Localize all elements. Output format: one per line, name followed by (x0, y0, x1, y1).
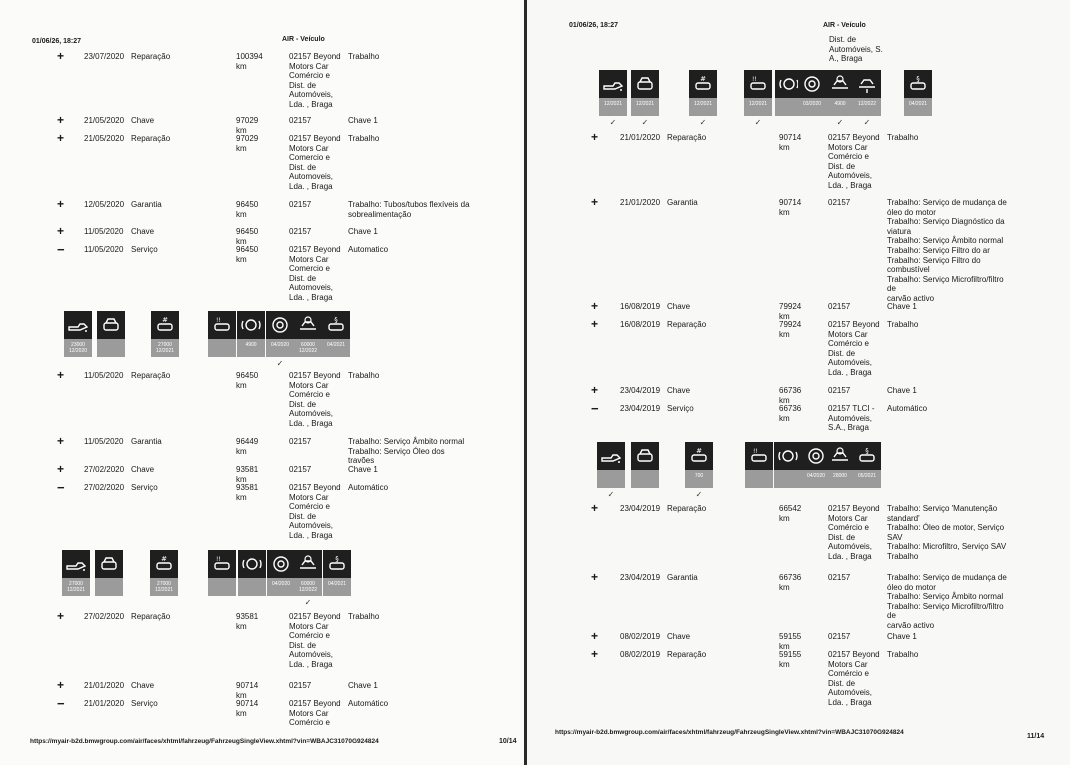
brake-fluid-icon (208, 550, 236, 578)
brake-pad-icon (238, 550, 266, 578)
service-due-label: 12/2021 (631, 98, 659, 116)
entry-type: Serviço (131, 699, 158, 708)
dealer: 02157 (289, 116, 312, 125)
service-tile (631, 442, 659, 488)
entry-type: Chave (667, 302, 691, 311)
entry-description: Automatico (348, 245, 389, 254)
dealer: 02157 (828, 632, 851, 641)
dealer: 02157 (289, 437, 312, 446)
service-due-label: 04/2020 (267, 578, 295, 596)
car-lift-icon (853, 70, 881, 98)
entry-description: Chave 1 (887, 302, 917, 311)
mileage: 93581 km (236, 483, 259, 502)
entry-description: Automático (348, 483, 389, 492)
service-due-label: 700 (685, 470, 713, 488)
svg-text:§: § (335, 555, 339, 563)
service-due-label: 27000 12/2021 (62, 578, 90, 596)
toggle-expand-icon[interactable]: + (591, 130, 599, 144)
svg-text:!!: !! (216, 556, 221, 563)
mileage: 79924 km (779, 320, 802, 339)
svg-text:§: § (916, 75, 920, 83)
entry-type: Reparação (131, 52, 171, 61)
toggle-expand-icon[interactable]: + (57, 434, 65, 448)
entry-type: Reparação (667, 504, 707, 513)
service-tile (774, 442, 802, 488)
service-due-label (745, 470, 773, 488)
entry-description: Trabalho: Serviço de mudança de óleo do motor Trabalho: Serviço Âmbito normal Trabalho: Serviço Microfiltro/filtro de carvão activo (887, 573, 1007, 630)
service-tile (62, 550, 90, 596)
dealer: 02157 (289, 465, 312, 474)
entry-date: 08/02/2019 (620, 632, 661, 641)
entry-type: Chave (131, 227, 155, 236)
svg-text:#: # (161, 555, 167, 563)
service-tile (744, 70, 772, 116)
service-due-label: 12/2021 (744, 98, 772, 116)
mileage: 90714 km (779, 133, 802, 152)
entry-date: 16/08/2019 (620, 320, 661, 329)
service-due-label: 04/2020 (802, 470, 830, 488)
header-date: 01/06/26, 18:27 (32, 38, 82, 45)
oil-can-icon (62, 550, 90, 578)
entry-date: 23/04/2019 (620, 573, 661, 582)
service-due-label: 04/2021 (323, 578, 351, 596)
toggle-expand-icon[interactable]: + (57, 678, 65, 692)
entry-date: 23/04/2019 (620, 404, 661, 413)
entry-description: Trabalho: Serviço de mudança de óleo do motor Trabalho: Serviço Diagnóstico da viatura Trabalho: Serviço Âmbito normal Trabalho: Serviço Filtro do ar Trabalho: Serviço Filtro do combustível Trabalho: Serviço Microfiltro/filtro de carvão activo (887, 198, 1007, 303)
header-title: AIR - Veículo (823, 22, 866, 29)
brake-fluid-icon (208, 311, 236, 339)
service-tile (266, 311, 294, 357)
mileage: 93581 km (236, 612, 259, 631)
service-due-label: 28000 (826, 470, 854, 488)
check-mark-icon: ✓ (609, 118, 617, 127)
svg-text:§: § (334, 316, 338, 324)
service-due-label: 03/2020 (798, 98, 826, 116)
dealer: 02157 Beyond Motors Car Comércio e Dist. de Automóveis, Lda. , Braga (828, 504, 880, 561)
mileage: 97029 km (236, 134, 259, 153)
entry-description: Trabalho: Serviço 'Manutenção standard' Trabalho: Óleo de motor, Serviço SAV Trabalho: Microfiltro, Serviço SAV Trabalho (887, 504, 1007, 561)
micro-filter-icon (294, 550, 322, 578)
entry-type: Serviço (667, 404, 694, 413)
toggle-expand-icon[interactable]: + (591, 647, 599, 661)
entry-date: 27/02/2020 (84, 483, 125, 492)
service-due-label: 12/2021 (689, 98, 717, 116)
service-due-label: 23000 12/2020 (64, 339, 92, 357)
service-tile (599, 70, 627, 116)
entry-type: Chave (667, 632, 691, 641)
service-tile (267, 550, 295, 596)
entry-date: 21/01/2020 (84, 699, 125, 708)
entry-type: Garantia (667, 198, 698, 207)
service-due-label: 60000 12/2022 (294, 339, 322, 357)
entry-type: Serviço (131, 483, 158, 492)
mileage: 90714 km (236, 681, 259, 700)
mileage: 96450 km (236, 200, 259, 219)
service-tile (151, 311, 179, 357)
entry-type: Chave (131, 116, 155, 125)
vehicle-check-icon (150, 550, 178, 578)
check-mark-icon: ✓ (641, 118, 649, 127)
check-mark-icon: ✓ (276, 359, 284, 368)
entry-description: Chave 1 (348, 465, 378, 474)
service-tile (97, 311, 125, 357)
car-front-icon (97, 311, 125, 339)
mileage: 100394 km (236, 52, 263, 71)
service-due-label: 04/2020 (266, 339, 294, 357)
dealer: 02157 (289, 227, 312, 236)
service-due-label: 05/2021 (853, 470, 881, 488)
service-due-label: 12/2021 (599, 98, 627, 116)
service-due-label: 27000 12/2021 (151, 339, 179, 357)
service-due-label: 04/2021 (322, 339, 350, 357)
service-tile (798, 70, 826, 116)
entry-date: 11/05/2020 (84, 371, 124, 380)
entry-date: 27/02/2020 (84, 612, 125, 621)
service-tile (238, 550, 266, 596)
service-tile (597, 442, 625, 488)
service-due-label (95, 578, 123, 596)
vehicle-check-icon (689, 70, 717, 98)
service-tile (745, 442, 773, 488)
entry-description: Chave 1 (348, 116, 378, 125)
check-mark-icon: ✓ (863, 118, 871, 127)
dealer-fragment: Dist. de Automóveis, S. A., Braga (829, 35, 883, 64)
entry-type: Reparação (667, 650, 707, 659)
service-due-label: 60000 12/2022 (294, 578, 322, 596)
entry-description: Trabalho: Tubos/tubos flexíveis da sobrealimentação (348, 200, 470, 219)
svg-text:§: § (865, 447, 869, 455)
svg-text:!!: !! (753, 448, 758, 455)
toggle-expand-icon[interactable]: + (57, 609, 65, 623)
oil-can-icon (599, 70, 627, 98)
check-mark-icon: ✓ (836, 118, 844, 127)
toggle-expand-icon[interactable]: + (591, 501, 599, 515)
entry-description: Trabalho (887, 133, 919, 142)
toggle-expand-icon[interactable]: + (57, 368, 65, 382)
svg-text:!!: !! (752, 76, 757, 83)
service-due-label: 04/2021 (904, 98, 932, 116)
mileage: 66542 km (779, 504, 802, 523)
service-due-label: 27000 12/2021 (150, 578, 178, 596)
toggle-expand-icon[interactable]: + (57, 113, 65, 127)
service-due-label (774, 470, 802, 488)
check-mark-icon: ✓ (699, 118, 707, 127)
service-tile (826, 442, 854, 488)
vehicle-check-icon (151, 311, 179, 339)
brake-pad-icon (774, 442, 802, 470)
micro-filter-icon (826, 442, 854, 470)
dealer: 02157 TLCI - Automóveis, S.A., Braga (828, 404, 875, 433)
toggle-expand-icon[interactable]: + (57, 462, 65, 476)
service-tile (294, 550, 322, 596)
mileage: 66736 km (779, 404, 802, 423)
svg-text:#: # (162, 316, 168, 324)
inspection-icon (322, 311, 350, 339)
dealer: 02157 (289, 681, 312, 690)
entry-description: Chave 1 (348, 681, 378, 690)
mileage: 96450 km (236, 245, 259, 264)
entry-type: Reparação (131, 134, 171, 143)
service-due-label (208, 339, 236, 357)
mileage: 96449 km (236, 437, 259, 456)
service-due-label: 12/2022 (853, 98, 881, 116)
brake-fluid-icon (744, 70, 772, 98)
micro-filter-icon (826, 70, 854, 98)
document-page-11 (527, 0, 1070, 765)
footer-url: https://myair-b2d.bmwgroup.com/air/faces/xhtml/fahrzeug/FahrzeugSingleView.xhtml?vin=WBAJC31070G924824 (555, 729, 904, 736)
check-mark-icon: ✓ (695, 490, 703, 499)
toggle-expand-icon[interactable]: + (591, 299, 599, 313)
toggle-expand-icon[interactable]: + (57, 49, 65, 63)
footer-url: https://myair-b2d.bmwgroup.com/air/faces/xhtml/fahrzeug/FahrzeugSingleView.xhtml?vin=WBAJC31070G924824 (30, 738, 379, 745)
service-tile (150, 550, 178, 596)
service-tile (208, 550, 236, 596)
dealer: 02157 (828, 302, 851, 311)
entry-type: Reparação (131, 612, 171, 621)
toggle-expand-icon[interactable]: + (591, 570, 599, 584)
dealer: 02157 Beyond Motors Car Comércio e Dist. de Automóveis, Lda. , Braga (289, 52, 341, 109)
entry-date: 21/01/2020 (84, 681, 125, 690)
inspection-icon (853, 442, 881, 470)
toggle-expand-icon[interactable]: + (57, 197, 65, 211)
service-due-label (97, 339, 125, 357)
entry-description: Trabalho (348, 52, 380, 61)
oil-can-icon (597, 442, 625, 470)
entry-type: Garantia (667, 573, 698, 582)
page-number: 11/14 (1027, 733, 1045, 740)
entry-date: 11/05/2020 (84, 437, 124, 446)
entry-description: Automático (348, 699, 389, 708)
entry-type: Reparação (131, 371, 171, 380)
entry-type: Chave (667, 386, 691, 395)
check-mark-icon: ✓ (607, 490, 615, 499)
svg-text:!!: !! (216, 317, 221, 324)
toggle-expand-icon[interactable]: + (57, 131, 65, 145)
brake-disc-icon (798, 70, 826, 98)
dealer: 02157 (828, 198, 851, 207)
dealer: 02157 Beyond Motors Car Comércio e Dist. de Automóveis, Lda. , Braga (289, 371, 341, 428)
entry-date: 21/01/2020 (620, 198, 661, 207)
entry-date: 11/05/2020 (84, 227, 124, 236)
entry-description: Trabalho (887, 320, 919, 329)
check-mark-icon: ✓ (304, 598, 312, 607)
vehicle-check-icon (685, 442, 713, 470)
dealer: 02157 Beyond Motors Car Comércio e Dist. de Automóveis, Lda. , Braga (828, 133, 880, 190)
service-due-label (208, 578, 236, 596)
page-number: 10/14 (499, 738, 517, 745)
entry-type: Reparação (667, 133, 707, 142)
brake-disc-icon (266, 311, 294, 339)
service-tile (853, 70, 881, 116)
mileage: 79924 km (779, 302, 802, 321)
service-tile (853, 442, 881, 488)
service-tile (237, 311, 265, 357)
entry-description: Trabalho: Serviço Âmbito normal Trabalho: Serviço Óleo dos travões (348, 437, 465, 466)
entry-date: 23/04/2019 (620, 504, 661, 513)
toggle-expand-icon[interactable]: − (591, 401, 599, 416)
brake-fluid-icon (745, 442, 773, 470)
entry-type: Serviço (131, 245, 158, 254)
toggle-expand-icon[interactable]: + (591, 317, 599, 331)
header-title: AIR - Veículo (282, 36, 325, 43)
car-front-icon (631, 70, 659, 98)
oil-can-icon (64, 311, 92, 339)
dealer: 02157 (828, 573, 851, 582)
dealer: 02157 Beyond Motors Car Comércio e Dist. de Automóveis, Lda. , Braga (828, 650, 880, 707)
mileage: 66736 km (779, 573, 802, 592)
svg-text:#: # (700, 75, 706, 83)
entry-type: Garantia (131, 437, 162, 446)
entry-description: Trabalho (348, 371, 380, 380)
toggle-expand-icon[interactable]: − (57, 696, 65, 711)
entry-date: 21/05/2020 (84, 116, 125, 125)
entry-type: Garantia (131, 200, 162, 209)
entry-type: Reparação (667, 320, 707, 329)
mileage: 59155 km (779, 632, 802, 651)
mileage: 96450 km (236, 371, 259, 390)
brake-pad-icon (237, 311, 265, 339)
entry-type: Chave (131, 681, 155, 690)
dealer: 02157 (828, 386, 851, 395)
entry-description: Trabalho (348, 134, 380, 143)
car-front-icon (631, 442, 659, 470)
brake-disc-icon (267, 550, 295, 578)
mileage: 97029 km (236, 116, 259, 135)
dealer: 02157 Beyond Motors Car Comercio e Dist. de Automoveis, Lda. , Braga (289, 134, 341, 191)
car-front-icon (95, 550, 123, 578)
entry-date: 16/08/2019 (620, 302, 661, 311)
service-due-label (597, 470, 625, 488)
svg-text:#: # (696, 447, 702, 455)
inspection-icon (904, 70, 932, 98)
entry-date: 23/04/2019 (620, 386, 661, 395)
mileage: 93581 km (236, 465, 259, 484)
service-tile (631, 70, 659, 116)
service-tile (689, 70, 717, 116)
inspection-icon (323, 550, 351, 578)
toggle-expand-icon[interactable]: − (57, 480, 65, 495)
service-tile (208, 311, 236, 357)
dealer: 02157 (289, 200, 312, 209)
entry-date: 21/01/2020 (620, 133, 661, 142)
dealer: 02157 Beyond Motors Car Comércio e Dist. de Automóveis, Lda. , Braga (289, 612, 341, 669)
service-tile (826, 70, 854, 116)
document-page-10 (0, 0, 524, 765)
mileage: 66736 km (779, 386, 802, 405)
entry-date: 12/05/2020 (84, 200, 125, 209)
toggle-expand-icon[interactable]: − (57, 242, 65, 257)
entry-date: 08/02/2019 (620, 650, 661, 659)
mileage: 96450 km (236, 227, 259, 246)
entry-description: Automático (887, 404, 928, 413)
toggle-expand-icon[interactable]: + (591, 629, 599, 643)
service-tile (95, 550, 123, 596)
header-date: 01/06/26, 18:27 (569, 22, 619, 29)
dealer: 02157 Beyond Motors Car Comércio e (289, 699, 341, 728)
service-due-label: 4900 (237, 339, 265, 357)
entry-description: Trabalho (348, 612, 380, 621)
entry-date: 11/05/2020 (84, 245, 124, 254)
entry-description: Chave 1 (348, 227, 378, 236)
entry-date: 21/05/2020 (84, 134, 125, 143)
dealer: 02157 Beyond Motors Car Comércio e Dist. de Automóveis, Lda. , Braga (289, 483, 341, 540)
micro-filter-icon (294, 311, 322, 339)
service-tile (64, 311, 92, 357)
service-due-label: 4900 (826, 98, 854, 116)
entry-date: 27/02/2020 (84, 465, 125, 474)
dealer: 02157 Beyond Motors Car Comercio e Dist. de Automoveis, Lda. , Braga (289, 245, 341, 302)
dealer: 02157 Beyond Motors Car Comércio e Dist. de Automóveis, Lda. , Braga (828, 320, 880, 377)
entry-description: Trabalho (887, 650, 919, 659)
service-due-label (238, 578, 266, 596)
service-due-label (631, 470, 659, 488)
entry-date: 23/07/2020 (84, 52, 125, 61)
service-tile (904, 70, 932, 116)
toggle-expand-icon[interactable]: + (591, 383, 599, 397)
service-tile (294, 311, 322, 357)
service-tile (322, 311, 350, 357)
toggle-expand-icon[interactable]: + (591, 195, 599, 209)
mileage: 59155 km (779, 650, 802, 669)
check-mark-icon: ✓ (754, 118, 762, 127)
toggle-expand-icon[interactable]: + (57, 224, 65, 238)
entry-description: Chave 1 (887, 632, 917, 641)
service-tile (323, 550, 351, 596)
mileage: 90714 km (236, 699, 259, 718)
entry-type: Chave (131, 465, 155, 474)
mileage: 90714 km (779, 198, 802, 217)
entry-description: Chave 1 (887, 386, 917, 395)
service-tile (685, 442, 713, 488)
